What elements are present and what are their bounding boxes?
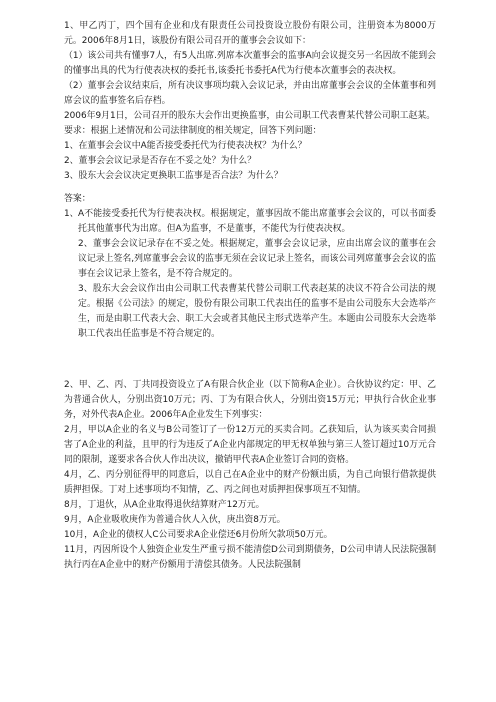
q1-question-3: 3、股东大会会议决定更换职工监事是否合法？为什么？ — [64, 171, 283, 181]
answer-2 — [64, 237, 436, 282]
q1-fact-1: （1）该公司共有懂事7人，有5人出席.列席本次董事会的监事A向会议提交另一名因故不能到会的懂事出具的代为行使表决权的委托书,该委托书委托A代为行使本次董事会的表决权。 — [64, 51, 436, 76]
answer-3-text: 3、股东大会会议作出由公司职工代表曹某代替公司职工代表赵某的决议不符合公司法的规定。根据《公司法》的规定，股份有限公司职工代表出任的监事不是由公司股东大会选举产生，而是由职工代表大会、职工大会或者其他民主形式选举产生。本题由公司股东大会选举职工代表出任监事是不符合规定的。 — [78, 284, 436, 339]
answer-3 — [64, 282, 436, 342]
q1-fact-3: 2006年9月1日，公司召开的股东大会作出更换监事，由公司职工代表曹某代替公司职工赵某。 — [64, 111, 436, 121]
answer-2-text: 2、董事会会议记录存在不妥之处。根据规定，董事会会议记录，应由出席会议的董事在会议记录上签名,列席董事会会议的监事无须在会议记录上签名，而该公司列席董事会会议的监事在会议记录上签名，是不符合规定的。 — [78, 239, 436, 279]
answer-1 — [64, 207, 436, 237]
q2-fact-oct: 10月，A企业的债权人C公司要求A企业偿还6月份所欠款项50万元。 — [64, 530, 333, 540]
q2-fact-aug: 8月，丁退伙，从A企业取得退伙结算财产12万元。 — [64, 500, 265, 510]
q2-fact-sep: 9月，A企业吸收庚作为普通合伙人入伙，庚出资8万元。 — [64, 515, 286, 525]
q1-intro: 1、甲乙丙丁，四个国有企业和戊有限责任公司投资设立股份有限公司，注册资本为8000万元。2006年8月1日，该股份有限公司召开的董事会会议如下： — [64, 21, 436, 46]
q1-requirement: 要求：根据上述情况和公司法律制度的相关规定，回答下列问题： — [64, 126, 322, 136]
answer-1-text: A不能接受委托代为行使表决权。根据规定，董事因故不能出席董事会会议的，可以书面委托其他董事代为出席。但A为监事，不是董事，不能代为行使表决权。 — [78, 209, 436, 234]
question-1 — [64, 19, 436, 342]
q1-question-2: 2、董事会会议记录是否存在不妥之处？为什么？ — [64, 156, 257, 166]
q1-fact-2: （2）董事会会议结束后，所有决议事项均载入会议记录，并由出席董事会会议的全体董事和列席会议的监事签名后存档。 — [64, 81, 436, 106]
question-2 — [64, 378, 436, 573]
answer-1-number: 1、 — [64, 209, 79, 219]
q2-fact-nov: 11月，丙因所设个人独资企业发生严重亏损不能清偿D公司到期债务，D公司申请人民法院强制执行丙在A企业中的财产份额用于清偿其债务。人民法院强制 — [64, 545, 436, 570]
q2-fact-feb: 2月，甲以A企业的名义与B公司签订了一份12万元的买卖合同。乙获知后，认为该买卖合同损害了A企业的利益，且甲的行为违反了A企业内部规定的甲无权单独与第三人签订超过10万元合同的限制，遂要求各合伙人作出决议，撤销甲代表A企业签订合同的资格。 — [64, 425, 436, 465]
answer-heading: 答案： — [64, 194, 91, 204]
section-spacer — [64, 342, 436, 378]
q2-intro: 2、甲、乙、丙、丁共同投资设立了A有限合伙企业（以下简称A企业）。合伙协议约定：甲、乙为普通合伙人，分别出资10万元；丙、丁为有限合伙人，分别出资15万元；甲执行合伙企业事务，对外代表A企业。2006年A企业发生下列事实： — [64, 380, 436, 420]
spacer — [64, 184, 436, 192]
q1-question-1: 1、在董事会会议中A能否接受委托代为行使表决权？为什么？ — [64, 141, 307, 151]
q2-fact-apr: 4月，乙、丙分别征得甲的同意后，以自己在A企业中的财产份额出质，为自己向银行借款提供质押担保。丁对上述事项均不知情，乙、丙之间也对质押担保事项互不知情。 — [64, 470, 436, 495]
